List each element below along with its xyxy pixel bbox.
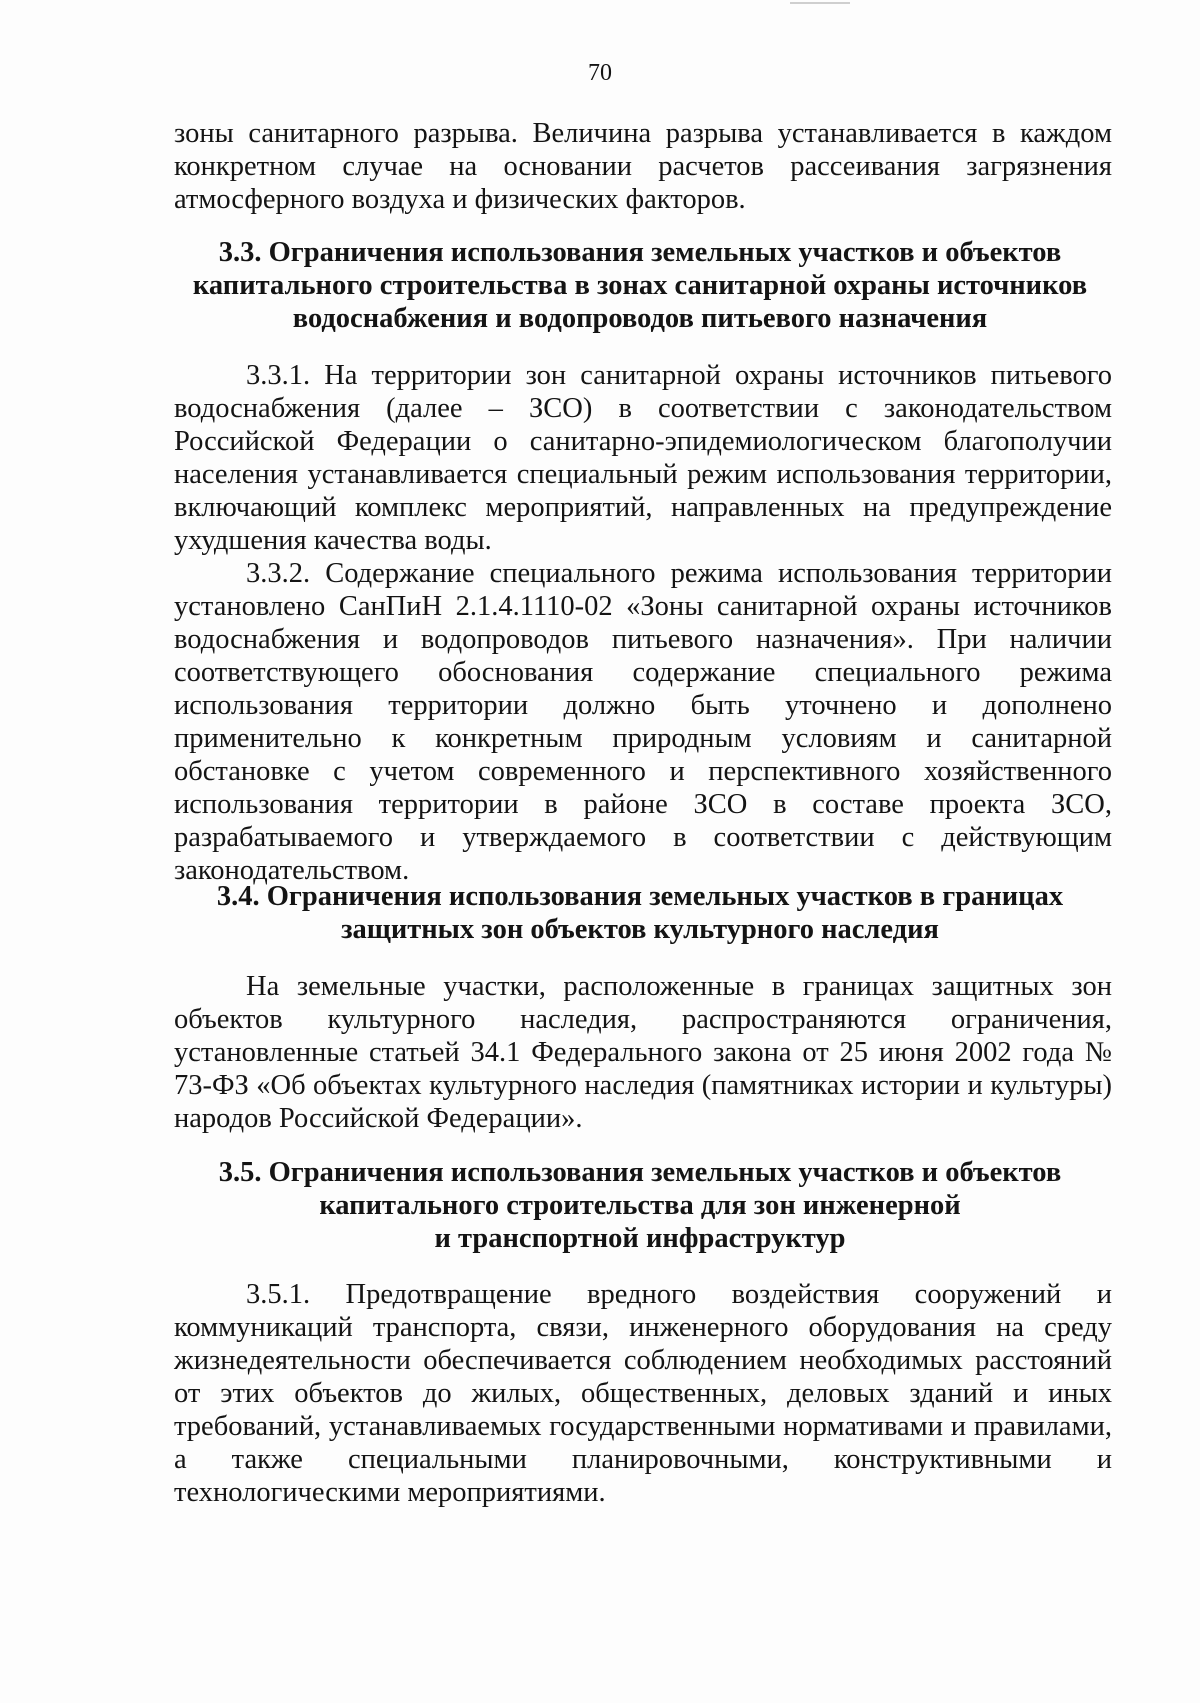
section-3-5-body [174, 1278, 1112, 1509]
intro-paragraph-block [174, 117, 1112, 216]
section-3-4-heading [160, 880, 1120, 946]
heading-line: 3.4. Ограничения использования земельных участков в границах [216, 881, 1064, 912]
heading-line: капитального строительства для зон инженерной [319, 1190, 961, 1221]
paragraph-3-3-2: 3.3.2. Содержание специального режима использования территории установлено СанПиН 2.1.4.1110-02 «Зоны санитарной охраны источников водоснабжения и водопроводов питьевого назначения». При наличии соответствующего обоснования содержание специального режима использования территории должно быть уточнено и дополнено применительно к конкретным природным условиям и санитарной обстановке с учетом современного и перспективного хозяйственного использования территории в районе ЗСО в составе проекта ЗСО, разрабатываемого и утверждаемого в соответствии с действующим законодательством. [174, 558, 1112, 886]
paragraph-3-4: На земельные участки, расположенные в границах защитных зон объектов культурного наследия, распространяются ограничения, установленные статьей 34.1 Федерального закона от 25 июня 2002 года № 73-ФЗ «Об объектах культурного наследия (памятниках истории и культуры) народов Российской Федерации». [174, 971, 1112, 1134]
heading-line: капитального строительства в зонах санитарной охраны источников [192, 270, 1088, 301]
section-3-3-heading [160, 236, 1120, 335]
intro-paragraph: зоны санитарного разрыва. Величина разрыва устанавливается в каждом конкретном случае на основании расчетов рассеивания загрязнения атмосферного воздуха и физических факторов. [174, 118, 1112, 215]
section-3-3-body [174, 359, 1112, 887]
scan-artifact [790, 2, 850, 4]
section-3-5-heading [160, 1156, 1120, 1255]
heading-line: 3.5. Ограничения использования земельных участков и объектов [218, 1157, 1062, 1188]
heading-line: водоснабжения и водопроводов питьевого назначения [292, 303, 988, 334]
page-number: 70 [588, 60, 612, 86]
paragraph-3-3-1: 3.3.1. На территории зон санитарной охраны источников питьевого водоснабжения (далее – ЗСО) в соответствии с законодательством Российской Федерации о санитарно-эпидемиологическом благополучии населения устанавливается специальный режим использования территории, включающий комплекс мероприятий, направленных на предупреждение ухудшения качества воды. [174, 360, 1112, 556]
paragraph-3-5-1: 3.5.1. Предотвращение вредного воздействия сооружений и коммуникаций транспорта, связи, инженерного оборудования на среду жизнедеятельности обеспечивается соблюдением необходимых расстояний от этих объектов до жилых, общественных, деловых зданий и иных требований, устанавливаемых государственными нормативами и правилами, а также специальными планировочными, конструктивными и технологическими мероприятиями. [174, 1279, 1112, 1508]
heading-line: защитных зон объектов культурного наследия [341, 914, 939, 945]
section-3-4-body [174, 970, 1112, 1135]
heading-line: 3.3. Ограничения использования земельных участков и объектов [218, 237, 1062, 268]
heading-line: и транспортной инфраструктур [434, 1223, 846, 1254]
